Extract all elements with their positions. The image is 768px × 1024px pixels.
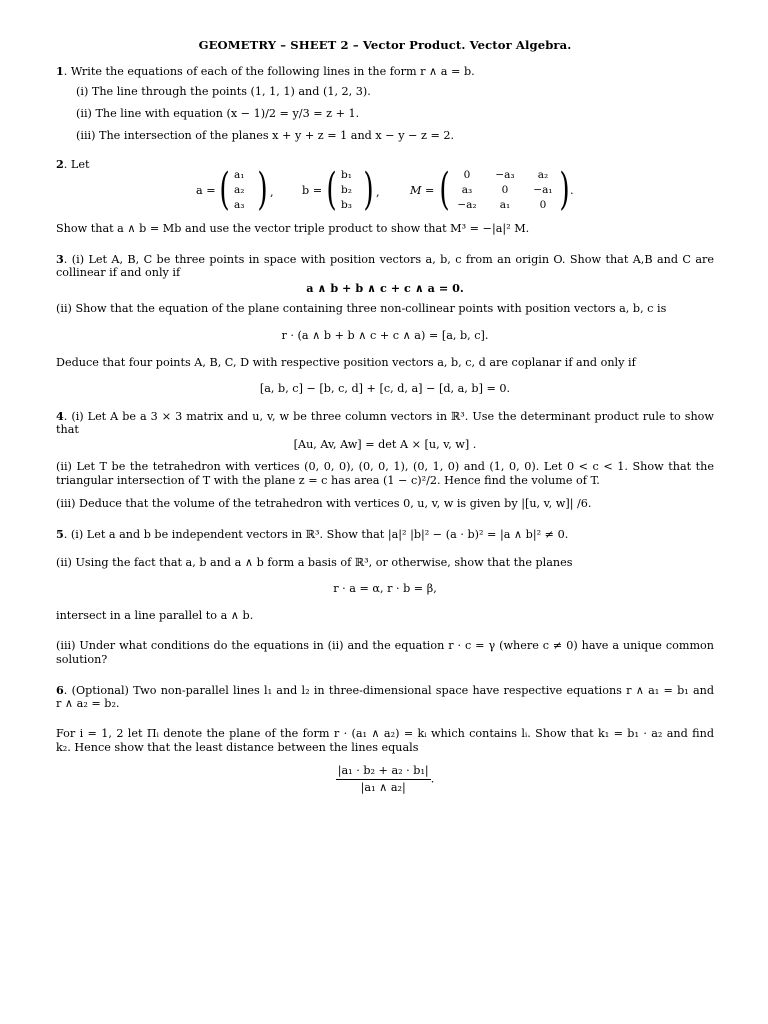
comma: , (270, 186, 274, 199)
equation-determinant: [Au, Av, Aw] = det A × [u, v, w] . (293, 438, 477, 451)
question-6-line-2: r ∧ a₂ = b₂. (56, 697, 120, 710)
question-3-part-ii: (ii) Show that the equation of the plane containing three non-collinear points with position vectors a, b, c is (56, 302, 667, 315)
question-2-intro (56, 157, 89, 172)
question-1-part-ii: (ii) The line with equation (x − 1)/2 = y/3 = z + 1. (76, 107, 360, 120)
question-5-part-iii-line-2: solution? (56, 653, 108, 666)
period: . (430, 772, 435, 786)
question-number: 6 (56, 683, 64, 697)
matrix-M-label: M = (410, 184, 435, 197)
right-paren-a: ) (257, 164, 268, 215)
distance-fraction (56, 764, 714, 795)
question-6-line-1 (56, 683, 714, 698)
question-text: . Write the equations of each of the following lines in the form r ∧ a = b. (63, 65, 475, 78)
right-paren-M: ) (559, 164, 570, 215)
matrix-entry: 0 (463, 169, 471, 181)
matrix-entry: −a₁ (533, 184, 553, 196)
question-4-line-1 (56, 409, 714, 424)
question-4-part-iii: (iii) Deduce that the volume of the tetrahedron with vertices 0, u, v, w is given by |[u, v, w]| /6. (56, 497, 592, 510)
question-number: 5 (56, 527, 64, 541)
question-1-part-iii: (iii) The intersection of the planes x + y + z = 1 and x − y − z = 2. (76, 129, 455, 142)
matrix-entry: −a₂ (457, 199, 477, 211)
question-5-part-iii-line-1: (iii) Under what conditions do the equations in (ii) and the equation r · c = γ (where c ≠ 0) have a unique common (56, 639, 714, 652)
question-6-for-line-1: For i = 1, 2 let Πᵢ denote the plane of the form r · (a₁ ∧ a₂) = kᵢ which contains lᵢ. Show that k₁ = b₁ · a₂ and find (56, 727, 714, 740)
sheet-title: GEOMETRY – SHEET 2 – Vector Product. Vector Algebra. (198, 38, 572, 52)
matrix-entry: −a₃ (495, 169, 515, 181)
comma: , (376, 186, 380, 199)
matrix-entry: a₂ (537, 169, 549, 181)
right-paren-b: ) (363, 164, 374, 215)
question-5-intersect: intersect in a line parallel to a ∧ b. (56, 609, 254, 622)
fraction (336, 764, 431, 795)
fraction-denominator: |a₁ ∧ a₂| (360, 781, 406, 794)
question-text: . (i) Let A, B, C be three points in space with position vectors a, b, c from an origin O. Show that A,B and C are (63, 253, 714, 266)
question-text: . (i) Let A be a 3 × 3 matrix and u, v, w be three column vectors in ℝ³. Use the determinant product rule to show (63, 410, 714, 423)
matrix-entry: a₃ (234, 199, 245, 211)
matrix-entry: b₃ (341, 199, 352, 211)
question-number: 1 (56, 64, 64, 78)
question-5-part-i (56, 527, 568, 542)
vector-b-label: b = (302, 184, 323, 197)
question-2-show: Show that a ∧ b = Mb and use the vector triple product to show that M³ = −|a|² M. (56, 222, 530, 235)
question-number: 4 (56, 409, 64, 423)
vector-b-matrix (335, 168, 358, 213)
vector-a-matrix (228, 168, 250, 213)
matrix-entry: a₁ (234, 169, 245, 181)
matrix-entry: 0 (501, 184, 509, 196)
matrix-entry: a₃ (461, 184, 473, 196)
question-3-line-2: collinear if and only if (56, 266, 181, 279)
equation-plane: r · (a ∧ b + b ∧ c + c ∧ a) = [a, b, c]. (281, 329, 489, 342)
equation-collinear: a ∧ b + b ∧ c + c ∧ a = 0. (306, 281, 464, 295)
question-3-deduce: Deduce that four points A, B, C, D with respective position vectors a, b, c, d are coplanar if and only if (56, 356, 636, 369)
left-paren-a: ( (219, 164, 230, 215)
question-1-intro (56, 64, 475, 79)
question-text: . (Optional) Two non-parallel lines l₁ and l₂ in three-dimensional space have respective equations r ∧ a₁ = b₁ and (63, 684, 714, 697)
question-number: 2 (56, 157, 64, 171)
left-paren-b: ( (326, 164, 337, 215)
question-4-part-ii-line-2: triangular intersection of T with the plane z = c has area (1 − c)²/2. Hence find the volume of T. (56, 474, 600, 487)
question-6-for-line-2: k₂. Hence show that the least distance between the lines equals (56, 741, 419, 754)
question-text: . (i) Let a and b be independent vectors in ℝ³. Show that |a|² |b|² − (a · b)² = |a ∧ b|² ≠ 0. (63, 528, 569, 541)
period: . (570, 184, 574, 197)
question-4-part-ii-line-1: (ii) Let T be the tetrahedron with vertices (0, 0, 0), (0, 0, 1), (0, 1, 0) and (1, 0, 0). Let 0 < c < 1. Show that the (56, 460, 714, 473)
question-4-line-2: that (56, 423, 79, 436)
question-3-line-1 (56, 252, 714, 267)
question-number: 3 (56, 252, 64, 266)
equation-planes: r · a = α, r · b = β, (333, 582, 437, 595)
fraction-numerator: |a₁ · b₂ + a₂ · b₁| (336, 764, 431, 780)
question-text: . Let (63, 158, 90, 171)
matrix-entry: b₁ (341, 169, 352, 181)
matrix-entry: a₁ (499, 199, 511, 211)
question-5-part-ii: (ii) Using the fact that a, b and a ∧ b form a basis of ℝ³, or otherwise, show that the planes (56, 556, 573, 569)
equation-coplanar: [a, b, c] − [b, c, d] + [c, d, a] − [d, a, b] = 0. (259, 382, 511, 395)
matrix-entry: b₂ (341, 184, 352, 196)
left-paren-M: ( (439, 164, 450, 215)
vector-a-label: a = (196, 184, 216, 197)
matrix-M (448, 168, 562, 213)
question-1-part-i: (i) The line through the points (1, 1, 1) and (1, 2, 3). (76, 85, 371, 98)
matrix-entry: 0 (539, 199, 547, 211)
matrix-entry: a₂ (234, 184, 245, 196)
